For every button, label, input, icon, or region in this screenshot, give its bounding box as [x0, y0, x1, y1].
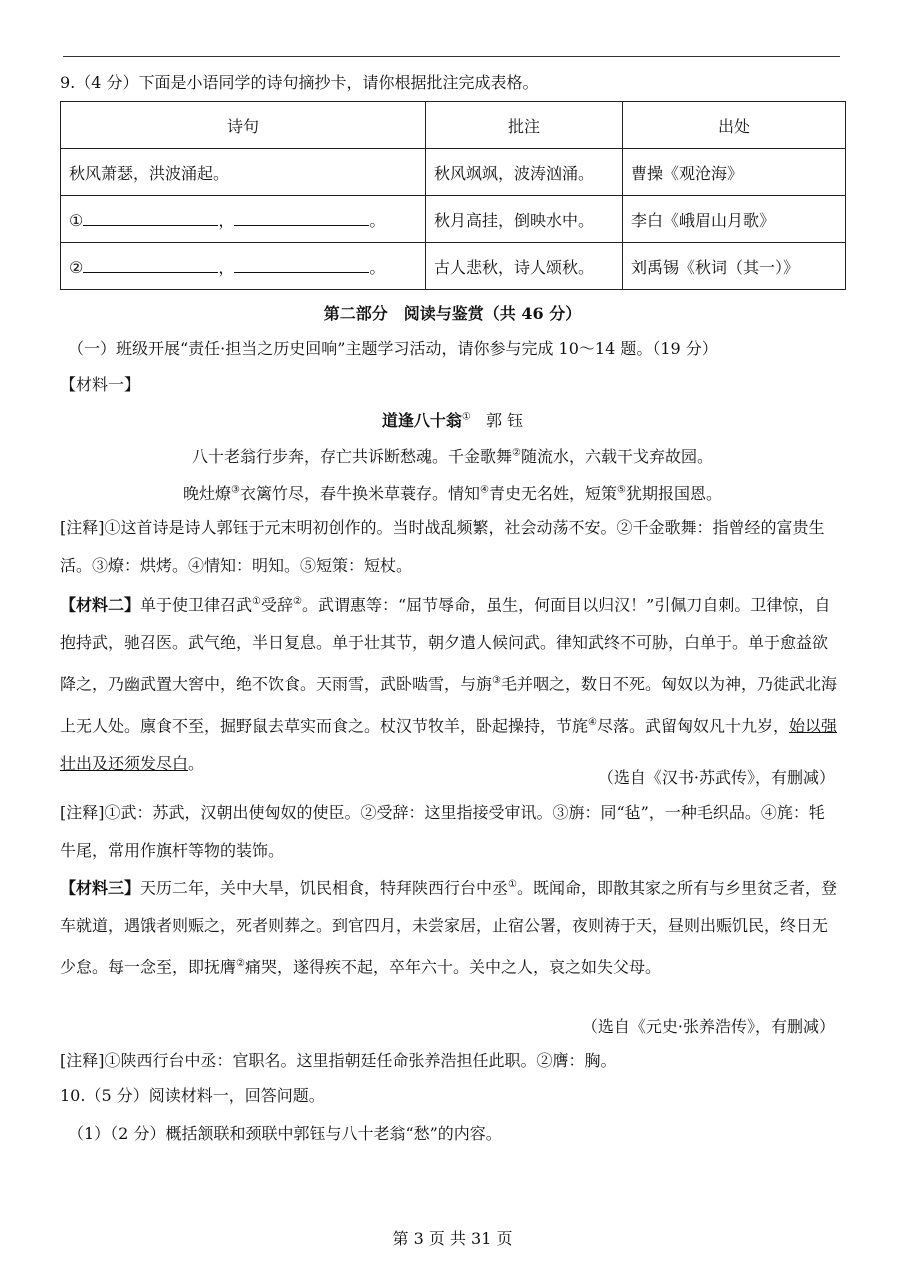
- row-number: ①: [69, 210, 84, 230]
- top-rule: [63, 56, 840, 57]
- material-3-source: （选自《元史·张养浩传》，有删减）: [581, 1017, 835, 1036]
- text: 衣篱竹尽，春牛换米草蓑存。情知: [240, 484, 481, 503]
- note-mark: ②: [293, 596, 302, 607]
- poem-line-1: [0, 444, 905, 467]
- material-2-label: 【材料二】: [60, 595, 141, 615]
- question-10: 10.（5 分）阅读材料一，回答问题。: [60, 1086, 325, 1105]
- text: 。: [188, 753, 205, 773]
- note-mark: ②: [512, 447, 521, 459]
- table-row: [61, 243, 846, 290]
- note-mark: ①: [461, 411, 471, 423]
- table-row: [61, 196, 846, 243]
- comma: ，: [218, 210, 235, 230]
- source-cell: 李白《峨眉山月歌》: [623, 196, 846, 243]
- note-mark: ④: [480, 484, 489, 496]
- note-mark: ④: [588, 716, 597, 728]
- header-note: 批注: [426, 102, 623, 149]
- text: 随流水，六载干戈弃故园。: [520, 447, 713, 466]
- note-cell: 古人悲秋，诗人颂秋。: [426, 243, 623, 290]
- answer-blank[interactable]: [234, 209, 369, 226]
- question-10-1: （1）（2 分）概括颔联和颈联中郭钰与八十老翁“愁”的内容。: [68, 1124, 502, 1143]
- material-3: [60, 866, 840, 987]
- verse-cell-blank-1: [61, 196, 426, 243]
- header-source: 出处: [623, 102, 846, 149]
- note-mark: ①: [508, 879, 517, 890]
- answer-blank[interactable]: [83, 256, 218, 273]
- text: 天历二年，关中大旱，饥民相食，特拜陕西行台中丞: [140, 878, 509, 898]
- note-cell: 秋风飒飒，波涛汹涌。: [426, 149, 623, 196]
- verse-cell: 秋风萧瑟，洪波涌起。: [61, 149, 426, 196]
- poem-heading: [0, 408, 905, 431]
- text: 。武谓惠等：“屈节辱命，虽生，何面目以归汉！”引佩刀自刺。卫律惊，自抱持武，驰召医。武气绝，半日复息。单于壮其节，朝夕遣人候问武。律知武终不可胁，白单于。单于愈益欲降之，乃幽武置大窖中，绝不饮食。天雨雪，武卧啮雪，与旃: [60, 595, 831, 694]
- text: 犹期报国恩。: [625, 484, 722, 503]
- section-intro: （一）班级开展“责任·担当之历史回响”主题学习活动，请你参与完成 10～14 题。（19 分）: [68, 339, 718, 358]
- note-cell: 秋月高挂，倒映水中。: [426, 196, 623, 243]
- text: 晚灶燎: [183, 484, 232, 503]
- text: 受辞: [261, 595, 294, 615]
- material-1-label: 【材料一】: [60, 375, 141, 394]
- text: 尽落。武留匈奴凡十九岁，: [596, 715, 789, 735]
- note-2: [注释]①武：苏武，汉朝出使匈奴的使臣。②受辞：这里指接受审讯。③旃：同“毡”，一种毛织品。④旄：牦牛尾，常用作旗杆等物的装饰。: [60, 803, 825, 860]
- note-mark: ③: [492, 675, 501, 687]
- poem-table: [60, 101, 846, 290]
- table-header-row: [61, 102, 846, 149]
- period: 。: [369, 210, 386, 230]
- note-3: [注释]①陕西行台中丞：官职名。这里指朝廷任命张养浩担任此职。②膺：胸。: [60, 1051, 617, 1070]
- material-2-source: （选自《汉书·苏武传》，有删减）: [597, 768, 835, 787]
- row-number: ②: [69, 257, 84, 277]
- text: 毛并咽之，数日不死。匈奴以为神，乃徙武北海上无人处。廪食不至，掘野鼠去草实而食之。杖汉节牧羊，卧起操持，节旄: [60, 674, 837, 735]
- comma: ，: [218, 257, 235, 277]
- period: 。: [369, 257, 386, 277]
- note-mark: ②: [236, 958, 245, 970]
- source-cell: 曹操《观沧海》: [623, 149, 846, 196]
- text: 痛哭，遂得疾不起，卒年六十。关中之人，哀之如失父母。: [244, 957, 661, 977]
- part2-title: 第二部分 阅读与鉴赏（共 46 分）: [323, 304, 582, 323]
- note-mark: ①: [252, 596, 261, 607]
- text: 单于使卫律召武: [140, 595, 253, 615]
- underlined-sentence: 始以强壮出及还须发尽白: [60, 715, 838, 773]
- answer-blank[interactable]: [83, 209, 218, 226]
- verse-cell-blank-2: [61, 243, 426, 290]
- answer-blank[interactable]: [234, 256, 369, 273]
- note-mark: ⑤: [617, 484, 626, 496]
- table-row: [61, 149, 846, 196]
- text: 。既闻命，即散其家之所有与乡里贫乏者，登车就道，遇饿者则赈之，死者则葬之。到官四月，未尝家居，止宿公署，夜则祷于天，昼则出赈饥民，终日无少怠。每一念至，即抚膺: [60, 878, 838, 977]
- text: 八十老翁行步奔，存亡共诉断愁魂。千金歌舞: [192, 447, 513, 466]
- poem-title: 道逢八十翁: [381, 411, 462, 430]
- material-3-label: 【材料三】: [60, 878, 141, 898]
- note-mark: ③: [231, 484, 240, 496]
- header-verse: 诗句: [61, 102, 426, 149]
- question-9-stem: 9.（4 分）下面是小语同学的诗句摘抄卡，请你根据批注完成表格。: [60, 73, 539, 92]
- poem-line-2: [0, 481, 905, 504]
- page-footer: 第 3 页 共 31 页: [392, 1229, 513, 1248]
- poem-author: 郭 钰: [485, 411, 524, 430]
- material-2: [60, 583, 840, 783]
- note-1: [注释]①这首诗是诗人郭钰于元末明初创作的。当时战乱频繁，社会动荡不安。②千金歌舞：指曾经的富贵生活。③燎：烘烤。④情知：明知。⑤短策：短杖。: [60, 518, 825, 575]
- source-cell: 刘禹锡《秋词（其一）》: [623, 243, 846, 290]
- text: 青史无名姓，短策: [488, 484, 617, 503]
